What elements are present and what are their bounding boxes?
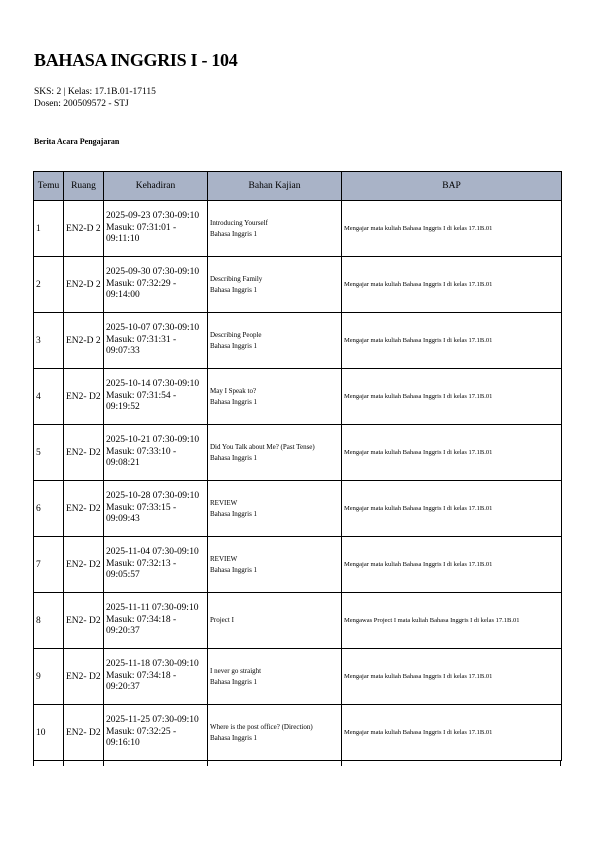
- section-label: Berita Acara Pengajaran: [34, 137, 120, 146]
- attendance: [104, 705, 208, 761]
- attendance: [104, 313, 208, 369]
- topic: [208, 649, 342, 705]
- check-in-time: Masuk: 07:32:13 -: [106, 558, 177, 569]
- check-out-time: 09:16:10: [106, 738, 140, 749]
- check-out-time: 09:07:33: [106, 346, 140, 357]
- check-in-time: Masuk: 07:31:54 -: [106, 390, 177, 401]
- table-row: [34, 201, 562, 257]
- check-in-time: Masuk: 07:31:31 -: [106, 334, 177, 345]
- table-row: [34, 369, 562, 425]
- check-in-time: Masuk: 07:32:25 -: [106, 726, 177, 737]
- topic: [208, 705, 342, 761]
- check-in-time: Masuk: 07:34:18 -: [106, 614, 177, 625]
- topic-title: REVIEW: [210, 498, 238, 507]
- schedule-time: 2025-10-21 07:30-09:10: [106, 435, 200, 446]
- bap-description: Mengajar mata kuliah Bahasa Inggris I di kelas 17.1B.01: [342, 537, 562, 593]
- bap-description: Mengajar mata kuliah Bahasa Inggris I di kelas 17.1B.01: [342, 201, 562, 257]
- room: EN2- D2: [64, 705, 104, 761]
- meeting-number: 5: [34, 425, 64, 481]
- check-in-time: Masuk: 07:34:18 -: [106, 670, 177, 681]
- meeting-number: 8: [34, 593, 64, 649]
- schedule-time: 2025-10-28 07:30-09:10: [106, 491, 200, 502]
- dosen-line: Dosen: 200509572 - STJ: [34, 99, 129, 109]
- attendance: [104, 425, 208, 481]
- topic-subject: Bahasa Inggris 1: [210, 397, 258, 406]
- schedule-time: 2025-10-07 07:30-09:10: [106, 323, 200, 334]
- check-out-time: 09:14:00: [106, 290, 140, 301]
- check-out-time: 09:11:10: [106, 234, 140, 245]
- bap-description: Mengajar mata kuliah Bahasa Inggris I di kelas 17.1B.01: [342, 481, 562, 537]
- bap-description: Mengajar mata kuliah Bahasa Inggris I di kelas 17.1B.01: [342, 425, 562, 481]
- header-bahan-kajian: Bahan Kajian: [208, 172, 342, 201]
- bap-description: Mengajar mata kuliah Bahasa Inggris I di kelas 17.1B.01: [342, 257, 562, 313]
- check-out-time: 09:20:37: [106, 682, 140, 693]
- header-bap: BAP: [342, 172, 562, 201]
- table-row: [34, 425, 562, 481]
- bap-description: Mengawas Project I mata kuliah Bahasa Inggris I di kelas 17.1B.01: [342, 593, 562, 649]
- header-kehadiran: Kehadiran: [104, 172, 208, 201]
- topic-title: Where is the post office? (Direction): [210, 722, 313, 731]
- attendance: [104, 537, 208, 593]
- meeting-number: 4: [34, 369, 64, 425]
- schedule-time: 2025-11-18 07:30-09:10: [106, 659, 199, 670]
- course-meta: [34, 86, 156, 110]
- check-out-time: 09:20:37: [106, 626, 140, 637]
- table-row: [34, 705, 562, 761]
- schedule-time: 2025-11-25 07:30-09:10: [106, 715, 199, 726]
- attendance: [104, 649, 208, 705]
- attendance: [104, 481, 208, 537]
- topic-title: May I Speak to?: [210, 386, 257, 395]
- topic: [208, 537, 342, 593]
- topic-subject: Bahasa Inggris 1: [210, 285, 258, 294]
- room: EN2- D2: [64, 649, 104, 705]
- topic-title: Did You Talk about Me? (Past Tense): [210, 442, 315, 451]
- meeting-number: 10: [34, 705, 64, 761]
- room: EN2- D2: [64, 593, 104, 649]
- topic-title: Describing Family: [210, 274, 263, 283]
- schedule-time: 2025-11-04 07:30-09:10: [106, 547, 199, 558]
- attendance: [104, 201, 208, 257]
- topic-subject: Bahasa Inggris 1: [210, 509, 258, 518]
- check-in-time: Masuk: 07:33:15 -: [106, 502, 177, 513]
- schedule-time: 2025-09-30 07:30-09:10: [106, 267, 200, 278]
- topic-subject: Bahasa Inggris 1: [210, 341, 258, 350]
- table-header-row: [34, 172, 562, 201]
- schedule-time: 2025-10-14 07:30-09:10: [106, 379, 200, 390]
- check-out-time: 09:19:52: [106, 402, 140, 413]
- sks-kelas-line: SKS: 2 | Kelas: 17.1B.01-17115: [34, 87, 156, 97]
- room: EN2- D2: [64, 425, 104, 481]
- topic-title: Introducing Yourself: [210, 218, 268, 227]
- table-row: [34, 593, 562, 649]
- check-in-time: Masuk: 07:32:29 -: [106, 278, 177, 289]
- bap-description: Mengajar mata kuliah Bahasa Inggris I di kelas 17.1B.01: [342, 369, 562, 425]
- check-out-time: 09:09:43: [106, 514, 140, 525]
- topic: [208, 425, 342, 481]
- room: EN2- D2: [64, 481, 104, 537]
- bap-description: Mengajar mata kuliah Bahasa Inggris I di kelas 17.1B.01: [342, 649, 562, 705]
- topic: [208, 369, 342, 425]
- room: EN2-D 2: [64, 201, 104, 257]
- meeting-number: 2: [34, 257, 64, 313]
- course-title: BAHASA INGGRIS I - 104: [34, 50, 238, 70]
- table-row: [34, 481, 562, 537]
- room: EN2- D2: [64, 537, 104, 593]
- table-row: [34, 313, 562, 369]
- schedule-time: 2025-11-11 07:30-09:10: [106, 603, 199, 614]
- table-row: [34, 257, 562, 313]
- topic-subject: Bahasa Inggris 1: [210, 453, 258, 462]
- meeting-number: 1: [34, 201, 64, 257]
- room: EN2- D2: [64, 369, 104, 425]
- attendance: [104, 369, 208, 425]
- topic-title: REVIEW: [210, 554, 238, 563]
- check-out-time: 09:08:21: [106, 458, 140, 469]
- topic: [208, 313, 342, 369]
- topic: [208, 481, 342, 537]
- bap-description: Mengajar mata kuliah Bahasa Inggris I di kelas 17.1B.01: [342, 705, 562, 761]
- meeting-number: 9: [34, 649, 64, 705]
- room: EN2-D 2: [64, 257, 104, 313]
- topic-title: Describing People: [210, 330, 262, 339]
- attendance: [104, 593, 208, 649]
- topic-subject: Bahasa Inggris 1: [210, 565, 258, 574]
- header-temu: Temu: [34, 172, 64, 201]
- meeting-number: 7: [34, 537, 64, 593]
- bap-description: Mengajar mata kuliah Bahasa Inggris I di kelas 17.1B.01: [342, 313, 562, 369]
- topic-subject: Bahasa Inggris 1: [210, 677, 258, 686]
- header-ruang: Ruang: [64, 172, 104, 201]
- attendance: [104, 257, 208, 313]
- table-row: [34, 649, 562, 705]
- bap-table: [33, 171, 562, 761]
- table-continuation-marks: [33, 760, 561, 766]
- room: EN2-D 2: [64, 313, 104, 369]
- topic: [208, 593, 342, 649]
- meeting-number: 6: [34, 481, 64, 537]
- topic-subject: Bahasa Inggris 1: [210, 229, 258, 238]
- schedule-time: 2025-09-23 07:30-09:10: [106, 211, 200, 222]
- meeting-number: 3: [34, 313, 64, 369]
- topic-title: Project I: [210, 616, 234, 624]
- check-out-time: 09:05:57: [106, 570, 140, 581]
- topic: [208, 201, 342, 257]
- check-in-time: Masuk: 07:33:10 -: [106, 446, 177, 457]
- topic-title: I never go straight: [210, 666, 262, 675]
- topic: [208, 257, 342, 313]
- topic-subject: Bahasa Inggris 1: [210, 733, 258, 742]
- check-in-time: Masuk: 07:31:01 -: [106, 222, 177, 233]
- table-row: [34, 537, 562, 593]
